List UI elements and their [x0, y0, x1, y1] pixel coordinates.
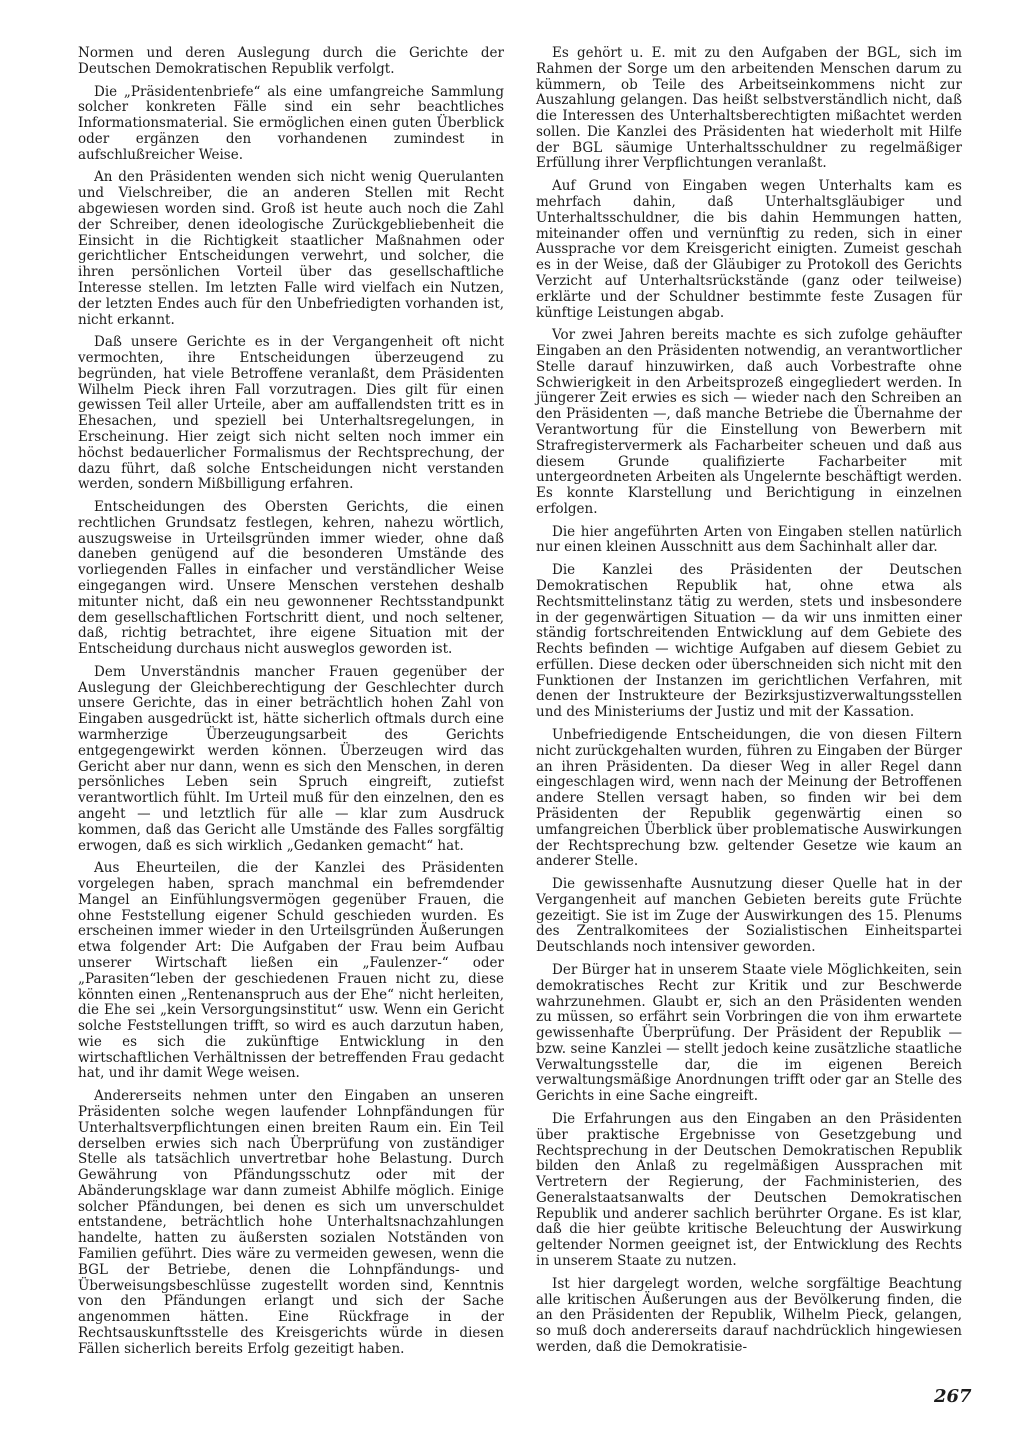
paragraph: Es gehört u. E. mit zu den Aufgaben der BGL, sich im Rahmen der Sorge um den arbeitenden Menschen darum zu kümmern, ob Teile des Arbeitseinkommens nicht zur Auszahlung gelangen. Das heißt selbstverständlich nicht, daß die Interessen des Unterhaltsberechtigten mißachtet werden sollen. Die Kanzlei des Präsidenten hat wiederholt mit Hilfe der BGL säumige Unterhaltsschuldner zu regelmäßiger Erfüllung ihrer Verpflichtungen veranlaßt. [536, 45, 962, 172]
left-column [78, 46, 504, 1365]
paragraph: Der Bürger hat in unserem Staate viele Möglichkeiten, sein demokratisches Recht zur Kritik und zur Beschwerde wahrzunehmen. Glaubt er, sich an den Präsidenten wenden zu müssen, so erfährt sein Vorbringen die von ihm erwartete gewissenhafte Überprüfung. Der Präsident der Republik — bzw. seine Kanzlei — stellt jedoch keine zusätzliche staatliche Verwaltungsstelle dar, die im eigenen Bereich verwaltungsmäßige Anordnungen trifft oder gar an Stelle des Gerichts in eine Sache eingreift. [536, 961, 962, 1105]
paragraph: Dem Unverständnis mancher Frauen gegenüber der Auslegung der Gleichberechtigung der Geschlechter durch unsere Gerichte, das in einer beträchtlich hohen Zahl von Eingaben ausgedrückt ist, hätte sicherlich oftmals durch eine warmherzige Überzeugungsarbeit des Gerichts entgegengewirkt werden können. Überzeugen wird das Gericht aber nur dann, wenn es sich den Menschen, in deren persönliches Leben sein Spruch eingreift, zutiefst verantwortlich fühlt. Im Urteil muß für den einzelnen, den es angeht — und letztlich für alle — klar zum Ausdruck kommen, daß das Gericht alle Umstände des Falles sorgfältig erwogen, daß es sich wirklich „Gedanken gemacht“ hat. [78, 663, 504, 854]
paragraph: Daß unsere Gerichte es in der Vergangenheit oft nicht vermochten, ihre Entscheidungen überzeugend zu begründen, hat viele Betroffene veranlaßt, dem Präsidenten Wilhelm Pieck ihren Fall vorzutragen. Dies gilt für einen gewissen Teil aller Urteile, aber am auffallendsten tritt es in Ehesachen, und speziell bei Unterhaltsregelungen, in Erscheinung. Hier zeigt sich nicht selten noch immer ein höchst bedauerlicher Formalismus der Rechtsprechung, der dazu führt, daß solche Entscheidungen nicht verstanden werden, sondern Mißbilligung erfahren. [78, 334, 504, 493]
paragraph: Die gewissenhafte Ausnutzung dieser Quelle hat in der Vergangenheit auf manchen Gebieten bereits gute Früchte gezeitigt. Sie ist im Zuge der Auswirkungen des 15. Plenums des Zentralkomitees der Sozialistischen Einheitspartei Deutschlands noch intensiver geworden. [536, 876, 962, 956]
right-column [536, 46, 962, 1363]
paragraph: Entscheidungen des Obersten Gerichts, die einen rechtlichen Grundsatz festlegen, kehren, nahezu wörtlich, auszugsweise in Urteilsgründen immer wieder, ohne daß daneben genügend auf die besonderen Umstände des vorliegenden Falles in einfacher und verständlicher Weise eingegangen wird. Unsere Menschen verstehen deshalb mitunter nicht, daß ein neu gewonnener Rechtsstandpunkt dem gesellschaftlichen Fortschritt dient, und noch seltener, daß, richtig betrachtet, ihre eigene Situation mit der Entscheidung durchaus nicht ausweglos geworden ist. [78, 499, 504, 658]
paragraph: Aus Eheurteilen, die der Kanzlei des Präsidenten vorgelegen haben, sprach manchmal ein befremdender Mangel an Einfühlungsvermögen gegenüber Frauen, die ohne Feststellung eigener Schuld geschieden wurden. Es erscheinen immer wieder in den Urteilsgründen Äußerungen etwa folgender Art: Die Aufgaben der Frau beim Aufbau unserer Wirtschaft ließen ein „Faulenzer-“ oder „Parasiten“leben der geschiedenen Frauen nicht zu, diese könnten einen „Rentenanspruch aus der Ehe“ nicht herleiten, die Ehe sei „kein Versorgungsinstitut“ usw. Wenn ein Gericht solche Feststellungen trifft, so wird es auch darzutun haben, wie es sich die zukünftige Entwicklung in den wirtschaftlichen Verhältnissen der betreffenden Frau gedacht hat, und ihr damit Wege weisen. [78, 860, 504, 1082]
paragraph: Unbefriedigende Entscheidungen, die von diesen Filtern nicht zurückgehalten wurden, führen zu Eingaben der Bürger an ihren Präsidenten. Da dieser Weg in aller Regel dann eingeschlagen wird, wenn nach der Meinung der Betroffenen andere Stellen versagt haben, so finden wir bei dem Präsidenten der Republik gegenwärtig einen so umfangreichen Überblick über problematische Auswirkungen der Rechtsprechung bzw. geltender Gesetze wie kaum an anderer Stelle. [536, 727, 962, 870]
paragraph: Die „Präsidentenbriefe“ als eine umfangreiche Sammlung solcher konkreten Fälle sind ein sehr beachtliches Informationsmaterial. Sie ermöglichen einen guten Überblick oder ergänzen den vorhandenen zumindest in aufschlußreicher Weise. [78, 83, 504, 163]
page-number: 267 [934, 1386, 972, 1407]
paragraph: Andererseits nehmen unter den Eingaben an unseren Präsidenten solche wegen laufender Lohnpfändungen für Unterhaltsverpflichtungen einen breiten Raum ein. Ein Teil derselben erwies sich nach Überprüfung von zuständiger Stelle als tatsächlich unvertretbar hohe Belastung. Durch Gewährung von Pfändungsschutz oder mit der Abänderungsklage war dann zumeist Abhilfe möglich. Einige solcher Pfändungen, bei denen es sich um unverschuldet entstandene, beträchtlich hohe Unterhaltsnachzahlungen handelte, hatten zu äußersten sozialen Notständen von Familien geführt. Dies wäre zu vermeiden gewesen, wenn die BGL der Betriebe, denen die Lohnpfändungs- und Überweisungsbeschlüsse zugestellt worden sind, Kenntnis von den Pfändungen erlangt und sich der Sache angenommen hätten. Eine Rückfrage in der Rechtsauskunftsstelle des Kreisgerichts würde in diesen Fällen sicherlich bereits Erfolg gezeitigt haben. [78, 1088, 504, 1357]
paragraph: Auf Grund von Eingaben wegen Unterhalts kam es mehrfach dahin, daß Unterhaltsgläubiger und Unterhaltsschuldner, die bis dahin Hemmungen hatten, miteinander offen und vernünftig zu reden, sich in einer Aussprache vor dem Kreisgericht einigten. Zumeist geschah es in der Weise, daß der Gläubiger zu Protokoll des Gerichts Verzicht auf Unterhaltsrückstände (ganz oder teilweise) erklärte und der Schuldner bestimmte feste Zusagen für künftige Leistungen abgab. [536, 178, 962, 321]
paragraph: Die hier angeführten Arten von Eingaben stellen natürlich nur einen kleinen Ausschnitt aus dem Sachinhalt aller dar. [536, 523, 962, 556]
paragraph: Die Kanzlei des Präsidenten der Deutschen Demokratischen Republik hat, ohne etwa als Rechtsmittelinstanz tätig zu werden, stets und insbesondere in der gegenwärtigen Situation — da wir uns inmitten einer ständig fortschreitenden Entwicklung auf dem Gebiete des Rechts befinden — wichtige Aufgaben auf diesem Gebiet zu erfüllen. Diese decken oder überschneiden sich nicht mit den Funktionen der Instanzen im gerichtlichen Verfahren, mit denen der Instrukteure der Bezirksjustizverwaltungsstellen und des Ministeriums der Justiz und mit der Kassation. [536, 562, 962, 721]
paragraph: Ist hier dargelegt worden, welche sorgfältige Beachtung alle kritischen Äußerungen aus der Bevölkerung finden, die an den Präsidenten der Republik, Wilhelm Pieck, gelangen, so muß doch andererseits darauf nachdrücklich hingewiesen werden, daß die Demokratisie- [536, 1275, 962, 1355]
paragraph: Die Erfahrungen aus den Eingaben an den Präsidenten über praktische Ergebnisse von Gesetzgebung und Rechtsprechung in der Deutschen Demokratischen Republik bilden den Anlaß zu regelmäßigen Aussprachen mit Vertretern der Regierung, der Fachministerien, des Generalstaatsanwalts der Deutschen Demokratischen Republik und anderer sachlich berührter Organe. Es ist klar, daß die hier geübte kritische Beleuchtung der Auswirkung geltender Normen geeignet ist, der Entwicklung des Rechts in unserem Staate zu nutzen. [536, 1111, 962, 1270]
paragraph: Vor zwei Jahren bereits machte es sich zufolge gehäufter Eingaben an den Präsidenten notwendig, an verantwortlicher Stelle darauf hinzuwirken, daß auch Vorbestrafte ohne Schwierigkeit in den Arbeitsprozeß eingegliedert werden. In jüngerer Zeit erwies es sich — wieder nach den Schreiben an den Präsidenten —, daß manche Betriebe die Übernahme der Verantwortung für die Einstellung von Bewerbern mit Strafregistervermerk als Facharbeiter scheuen und daß aus diesem Grunde qualifizierte Facharbeiter mit untergeordneten Arbeiten als Ungelernte beschäftigt werden. Es konnte Klarstellung und Berichtigung in einzelnen erfolgen. [536, 327, 962, 517]
paragraph: An den Präsidenten wenden sich nicht wenig Querulanten und Vielschreiber, die an anderen Stellen mit Recht abgewiesen worden sind. Groß ist heute auch noch die Zahl der Schreiber, denen ideologische Zurückgebliebenheit die Einsicht in die Richtigkeit staatlicher Maßnahmen oder gerichtlicher Entscheidungen verwehrt, und solcher, die ihren persönlichen Vorteil über das gesellschaftliche Interesse stellen. Im letzten Falle wird vielfach ein Nutzen, der letzten Endes auch für den Unbefriedigten vorhanden ist, nicht erkannt. [78, 169, 504, 328]
paragraph: Normen und deren Auslegung durch die Gerichte der Deutschen Demokratischen Republik verfolgt. [78, 45, 504, 77]
